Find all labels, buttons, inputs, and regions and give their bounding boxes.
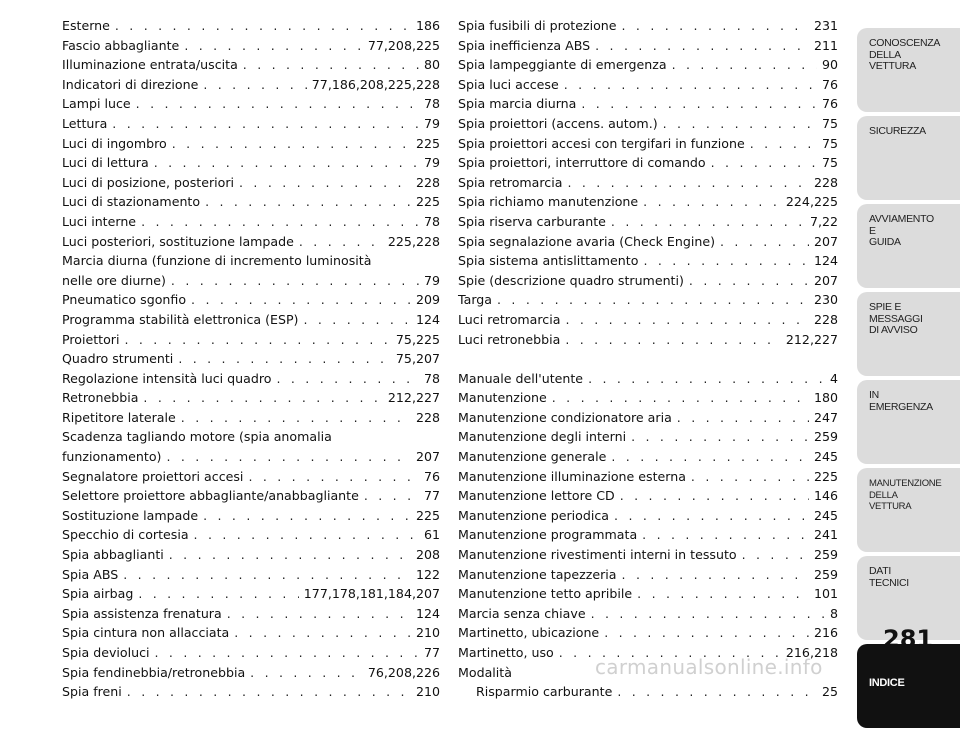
dot-leader <box>691 467 809 487</box>
index-entry <box>62 467 440 487</box>
index-entry-title: Spia richiamo manutenzione <box>458 194 639 210</box>
index-entry <box>458 192 838 212</box>
index-entry-title: Luci di stazionamento <box>62 194 201 210</box>
index-entry <box>62 565 440 585</box>
index-entry-title: Manutenzione lettore CD <box>458 488 615 504</box>
index-entry-page: 77 <box>423 645 440 660</box>
index-entry-page: 259 <box>813 547 838 563</box>
dot-leader <box>750 134 817 154</box>
dot-leader <box>191 290 411 310</box>
index-entry-title: Manutenzione generale <box>458 449 607 465</box>
spacer <box>458 349 838 369</box>
index-entry <box>458 623 838 643</box>
index-entry-page: 212,227 <box>785 331 838 347</box>
index-entry-page: 225 <box>415 507 440 523</box>
dot-leader <box>672 55 817 75</box>
index-heading: Modalità <box>458 664 512 680</box>
index-entry-title: Spia luci accese <box>458 76 559 92</box>
index-entry-page: 230 <box>813 292 838 308</box>
dot-leader <box>172 134 411 154</box>
index-entry <box>62 232 440 252</box>
index-entry-page: 210 <box>415 625 440 641</box>
dot-leader <box>166 447 410 467</box>
index-entry-title: Spia sistema antislittamento <box>458 253 639 269</box>
index-entry-page: 207 <box>813 233 838 249</box>
index-entry-title: Spia segnalazione avaria (Check Engine) <box>458 233 715 249</box>
dot-leader <box>364 486 419 506</box>
index-entry <box>458 212 838 232</box>
dot-leader <box>581 94 817 114</box>
dot-leader <box>203 75 306 95</box>
index-entry-page: 76 <box>821 96 838 112</box>
index-entry-title: Spia lampeggiante di emergenza <box>458 57 667 73</box>
index-entry-title: Specchio di cortesia <box>62 527 189 543</box>
index-entry-title: Scadenza tagliando motore (spia anomalia <box>62 429 332 445</box>
index-entry-page: 228 <box>415 409 440 425</box>
watermark: carmanualsonline.info <box>595 655 823 679</box>
dot-leader <box>155 643 419 663</box>
index-entry-page: 101 <box>813 586 838 602</box>
index-entry-page: 61 <box>423 527 440 543</box>
index-entry <box>458 545 838 565</box>
index-entry-page: 79 <box>423 272 440 288</box>
index-entry-title: Manutenzione tapezzeria <box>458 566 617 582</box>
index-entry-title: Ripetitore laterale <box>62 409 176 425</box>
index-entry-page: 228 <box>813 311 838 327</box>
index-entry-title: Manutenzione programmata <box>458 527 638 543</box>
index-entry <box>62 349 440 369</box>
dot-leader <box>663 114 817 134</box>
index-entry-title: Luci retronebbia <box>458 331 561 347</box>
index-entry <box>458 55 838 75</box>
index-entry <box>62 290 440 310</box>
index-entry-title: Esterne <box>62 18 110 33</box>
index-entry-title: Programma stabilità elettronica (ESP) <box>62 311 299 327</box>
dot-leader <box>720 232 809 252</box>
index-entry <box>458 427 838 447</box>
index-entry <box>62 330 440 350</box>
dot-leader <box>303 310 410 330</box>
index-entry-title: Manutenzione illuminazione esterna <box>458 468 686 484</box>
dot-leader <box>234 623 411 643</box>
index-entry-title: Marcia senza chiave <box>458 605 586 621</box>
index-entry <box>62 369 440 389</box>
index-entry-title: Luci di ingombro <box>62 135 167 151</box>
index-entry-page: 77 <box>423 488 440 504</box>
index-entry <box>62 682 440 702</box>
index-entry-page: 76 <box>821 76 838 92</box>
dot-leader <box>611 212 805 232</box>
dot-leader <box>604 623 809 643</box>
index-entry-page: 211 <box>813 37 838 53</box>
index-entry-page: 78 <box>423 96 440 112</box>
section-tab[interactable]: AVVIAMENTO E GUIDA <box>857 204 960 288</box>
index-entry-page: 25 <box>821 684 838 700</box>
dot-leader <box>567 173 809 193</box>
index-entry-page: 225 <box>415 194 440 210</box>
index-entry <box>62 134 440 154</box>
dot-leader <box>141 212 419 232</box>
index-entry-title: Manutenzione tetto apribile <box>458 586 633 602</box>
index-entry-title: Regolazione intensità luci quadro <box>62 370 272 386</box>
index-entry <box>458 75 838 95</box>
index-entry <box>458 330 838 350</box>
index-entry <box>458 153 838 173</box>
index-entry-title: Manuale dell'utente <box>458 370 584 386</box>
dot-leader <box>711 153 817 173</box>
dot-leader <box>742 545 809 565</box>
index-entry <box>62 408 440 428</box>
index-entry-title: Manutenzione degli interni <box>458 429 627 445</box>
index-entry <box>458 114 838 134</box>
index-entry-page: 245 <box>813 449 838 465</box>
index-entry-page: 75 <box>821 135 838 151</box>
section-tab[interactable]: IN EMERGENZA <box>857 380 960 464</box>
index-entry-page: 259 <box>813 566 838 582</box>
index-entry-page: 210 <box>415 684 440 700</box>
index-entry-title: Proiettori <box>62 331 120 347</box>
index-entry-title: Selettore proiettore abbagliante/anabbagliante <box>62 488 359 504</box>
index-entry <box>458 173 838 193</box>
dot-leader <box>194 525 419 545</box>
dot-leader <box>677 408 809 428</box>
index-entry-title: Targa <box>458 292 492 308</box>
index-entry <box>62 604 440 624</box>
dot-leader <box>565 330 781 350</box>
index-entry <box>458 486 838 506</box>
dot-leader <box>637 584 809 604</box>
index-entry-title: Lettura <box>62 115 108 131</box>
dot-leader <box>124 330 390 350</box>
dot-leader <box>564 75 817 95</box>
index-entry <box>458 604 838 624</box>
index-entry-title: Luci retromarcia <box>458 311 561 327</box>
index-entry-page: 4 <box>829 370 838 386</box>
dot-leader <box>171 271 419 291</box>
index-entry-page: 224,225 <box>785 194 838 210</box>
index-entry-page: 245 <box>813 507 838 523</box>
index-entry-title: Spia abbaglianti <box>62 547 164 563</box>
index-entry-title: Retronebbia <box>62 390 139 406</box>
dot-leader <box>143 388 382 408</box>
dot-leader <box>591 604 825 624</box>
section-tab[interactable]: SPIE E MESSAGGI DI AVVISO <box>857 292 960 376</box>
index-entry-title: Marcia diurna (funzione di incremento luminosità <box>62 253 372 269</box>
index-entry <box>458 584 838 604</box>
index-entry-page: 79 <box>423 115 440 131</box>
dot-leader <box>138 584 298 604</box>
index-entry-page: 75 <box>821 115 838 131</box>
dot-leader <box>622 16 809 36</box>
dot-leader <box>588 369 825 389</box>
index-entry-page: 77,208,225 <box>367 37 440 53</box>
index-entry-title: Martinetto, uso <box>458 645 554 660</box>
index-entry-page: 180 <box>813 390 838 406</box>
index-entry <box>458 565 838 585</box>
dot-leader <box>689 271 809 291</box>
index-entry <box>458 525 838 545</box>
index-entry-page: 186 <box>415 18 440 33</box>
index-entry <box>458 310 838 330</box>
index-entry-title: Risparmio carburante <box>476 684 613 700</box>
index-entry-page: 79 <box>423 155 440 171</box>
dot-leader <box>552 388 809 408</box>
index-entry-title: Spia airbag <box>62 586 134 602</box>
index-entry <box>458 94 838 114</box>
index-entry-page: 7,22 <box>809 213 838 229</box>
index-entry <box>62 16 440 36</box>
index-entry-page: 146 <box>813 488 838 504</box>
index-entry-line <box>62 271 440 291</box>
index-entry <box>62 212 440 232</box>
index-entry <box>458 251 838 271</box>
index-entry-title: Manutenzione rivestimenti interni in tessuto <box>458 547 737 563</box>
index-entry-page: 228 <box>415 174 440 190</box>
index-entry-page: 76,208,226 <box>367 664 440 680</box>
index-entry <box>458 388 838 408</box>
index-entry <box>62 192 440 212</box>
index-entry <box>62 525 440 545</box>
index-entry <box>458 290 838 310</box>
index-entry-title: Spie (descrizione quadro strumenti) <box>458 272 684 288</box>
section-tab[interactable]: MANUTENZIONE DELLA VETTURA <box>857 468 960 552</box>
dot-leader <box>299 232 383 252</box>
index-entry-title: Spia cintura non allacciata <box>62 625 230 641</box>
index-entry-page: 241 <box>813 527 838 543</box>
index-entry-title: Spia proiettori (accens. autom.) <box>458 115 658 131</box>
index-entry <box>458 467 838 487</box>
index-entry-page: 216 <box>813 625 838 641</box>
index-entry-page: 207 <box>415 449 440 465</box>
dot-leader <box>620 486 809 506</box>
dot-leader <box>617 682 817 702</box>
index-entry <box>62 486 440 506</box>
dot-leader <box>250 663 363 683</box>
index-entry-page: 80 <box>423 57 440 73</box>
index-entry-page: 124 <box>415 605 440 621</box>
index-entry-page: 8 <box>829 605 838 621</box>
index-entry <box>62 506 440 526</box>
index-entry-page: 208 <box>415 547 440 563</box>
dot-leader <box>169 545 411 565</box>
index-entry-title: Spia fusibili di protezione <box>458 18 617 33</box>
index-entry-page: 247 <box>813 409 838 425</box>
index-entry <box>62 55 440 75</box>
section-tab[interactable]: SICUREZZA <box>857 116 960 200</box>
index-entry-page: 124 <box>415 311 440 327</box>
index-entry-title: Lampi luce <box>62 96 131 112</box>
dot-leader <box>205 192 411 212</box>
index-entry-page: 78 <box>423 213 440 229</box>
index-entry-title: Manutenzione periodica <box>458 507 610 523</box>
index-entry-page: 75,225 <box>395 331 440 347</box>
index-entry-title: Spia riserva carburante <box>458 213 606 229</box>
index-entry-title: Spia inefficienza ABS <box>458 37 591 53</box>
index-entry <box>458 36 838 56</box>
index-entry-title: Martinetto, ubicazione <box>458 625 600 641</box>
dot-leader <box>643 251 809 271</box>
index-entry <box>458 408 838 428</box>
index-entry <box>62 427 440 466</box>
dot-leader <box>227 604 411 624</box>
dot-leader <box>136 94 419 114</box>
index-entry-page: 207 <box>813 272 838 288</box>
index-entry <box>62 310 440 330</box>
dot-leader <box>622 565 809 585</box>
index-entry-title: Segnalatore proiettori accesi <box>62 468 244 484</box>
index-entry-page: 122 <box>415 566 440 582</box>
index-entry <box>458 447 838 467</box>
index-entry-page: 231 <box>813 18 838 33</box>
page-number: 281 <box>883 625 934 653</box>
index-entry-title: Spia proiettori accesi con tergifari in funzione <box>458 135 745 151</box>
index-column-right <box>458 16 838 702</box>
dot-leader <box>631 427 809 447</box>
dot-leader <box>184 36 363 56</box>
index-entry-title: Manutenzione <box>458 390 547 406</box>
index-entry <box>62 94 440 114</box>
index-entry-page: 75,207 <box>395 351 440 367</box>
dot-leader <box>595 36 809 56</box>
index-entry <box>458 369 838 389</box>
index-entry-page: 77,186,208,225,228 <box>311 76 440 92</box>
index-entry <box>62 173 440 193</box>
index-entry-page: 225 <box>813 468 838 484</box>
index-entry-title: Indicatori di direzione <box>62 76 199 92</box>
index-entry-title: Luci posteriori, sostituzione lampade <box>62 233 294 249</box>
index-entry-title: Luci di posizione, posteriori <box>62 174 235 190</box>
index-entry-title: Spia assistenza frenatura <box>62 605 222 621</box>
index-entry-title: Spia devioluci <box>62 645 150 660</box>
index-entry <box>62 114 440 134</box>
index-entry-title-cont: nelle ore diurne) <box>62 272 166 288</box>
index-entry-title: Quadro strumenti <box>62 351 174 367</box>
index-entry <box>62 75 440 95</box>
dot-leader <box>203 506 411 526</box>
index-entry <box>458 682 838 702</box>
dot-leader <box>497 290 809 310</box>
dot-leader <box>248 467 419 487</box>
dot-leader <box>276 369 419 389</box>
index-entry-title: Luci di lettura <box>62 155 149 171</box>
index-entry-page: 78 <box>423 370 440 386</box>
index-entry-page: 177,178,181,184,207 <box>303 586 440 602</box>
index-entry-page: 212,227 <box>387 390 440 406</box>
index-entry <box>458 506 838 526</box>
index-entry <box>62 643 440 663</box>
dot-leader <box>123 565 411 585</box>
index-entry <box>62 388 440 408</box>
index-entry <box>62 36 440 56</box>
section-tab[interactable]: CONOSCENZA DELLA VETTURA <box>857 28 960 112</box>
index-entry <box>62 584 440 604</box>
index-entry <box>62 545 440 565</box>
index-entry-page: 225,228 <box>387 233 440 249</box>
index-entry-title: Pneumatico sgonfio <box>62 292 187 308</box>
section-tab[interactable]: INDICE <box>857 644 960 728</box>
index-entry <box>62 663 440 683</box>
index-entry-title: Luci interne <box>62 213 137 229</box>
index-entry-title: Manutenzione condizionatore aria <box>458 409 672 425</box>
dot-leader <box>614 506 809 526</box>
index-entry-title: Spia proiettori, interruttore di comando <box>458 155 706 171</box>
dot-leader <box>154 153 419 173</box>
index-entry-title: Spia freni <box>62 684 122 700</box>
index-entry <box>62 153 440 173</box>
index-entry-page: 259 <box>813 429 838 445</box>
index-entry-page: 75 <box>821 155 838 171</box>
dot-leader <box>127 682 411 702</box>
dot-leader <box>611 447 809 467</box>
index-entry-title: Spia fendinebbia/retronebbia <box>62 664 246 680</box>
index-entry <box>458 232 838 252</box>
index-entry-title: Spia retromarcia <box>458 174 563 190</box>
index-entry-title: Spia marcia diurna <box>458 96 577 112</box>
dot-leader <box>642 525 809 545</box>
dot-leader <box>239 173 411 193</box>
index-entry <box>62 623 440 643</box>
index-entry-page: 228 <box>813 174 838 190</box>
index-entry-title: Fascio abbagliante <box>62 37 180 53</box>
dot-leader <box>181 408 411 428</box>
dot-leader <box>643 192 781 212</box>
dot-leader <box>112 114 419 134</box>
index-entry-title: Spia ABS <box>62 566 119 582</box>
index-entry-page: 209 <box>415 292 440 308</box>
index-entry-title-cont: funzionamento) <box>62 449 162 465</box>
index-entry-page: 90 <box>821 57 838 73</box>
index-entry-page: 76 <box>423 468 440 484</box>
index-entry-title: Illuminazione entrata/uscita <box>62 57 238 73</box>
index-entry <box>62 251 440 290</box>
index-entry-page: 124 <box>813 253 838 269</box>
index-column-left <box>62 16 440 702</box>
index-entry <box>458 271 838 291</box>
index-entry-page: 216,218 <box>785 645 838 660</box>
index-entry <box>458 16 838 36</box>
dot-leader <box>115 16 411 36</box>
dot-leader <box>178 349 391 369</box>
index-entry-title: Sostituzione lampade <box>62 507 199 523</box>
dot-leader <box>565 310 809 330</box>
index-entry <box>458 134 838 154</box>
index-entry-page: 225 <box>415 135 440 151</box>
section-tab[interactable]: DATI TECNICI <box>857 556 960 640</box>
index-entry-line <box>62 447 440 467</box>
dot-leader <box>243 55 419 75</box>
